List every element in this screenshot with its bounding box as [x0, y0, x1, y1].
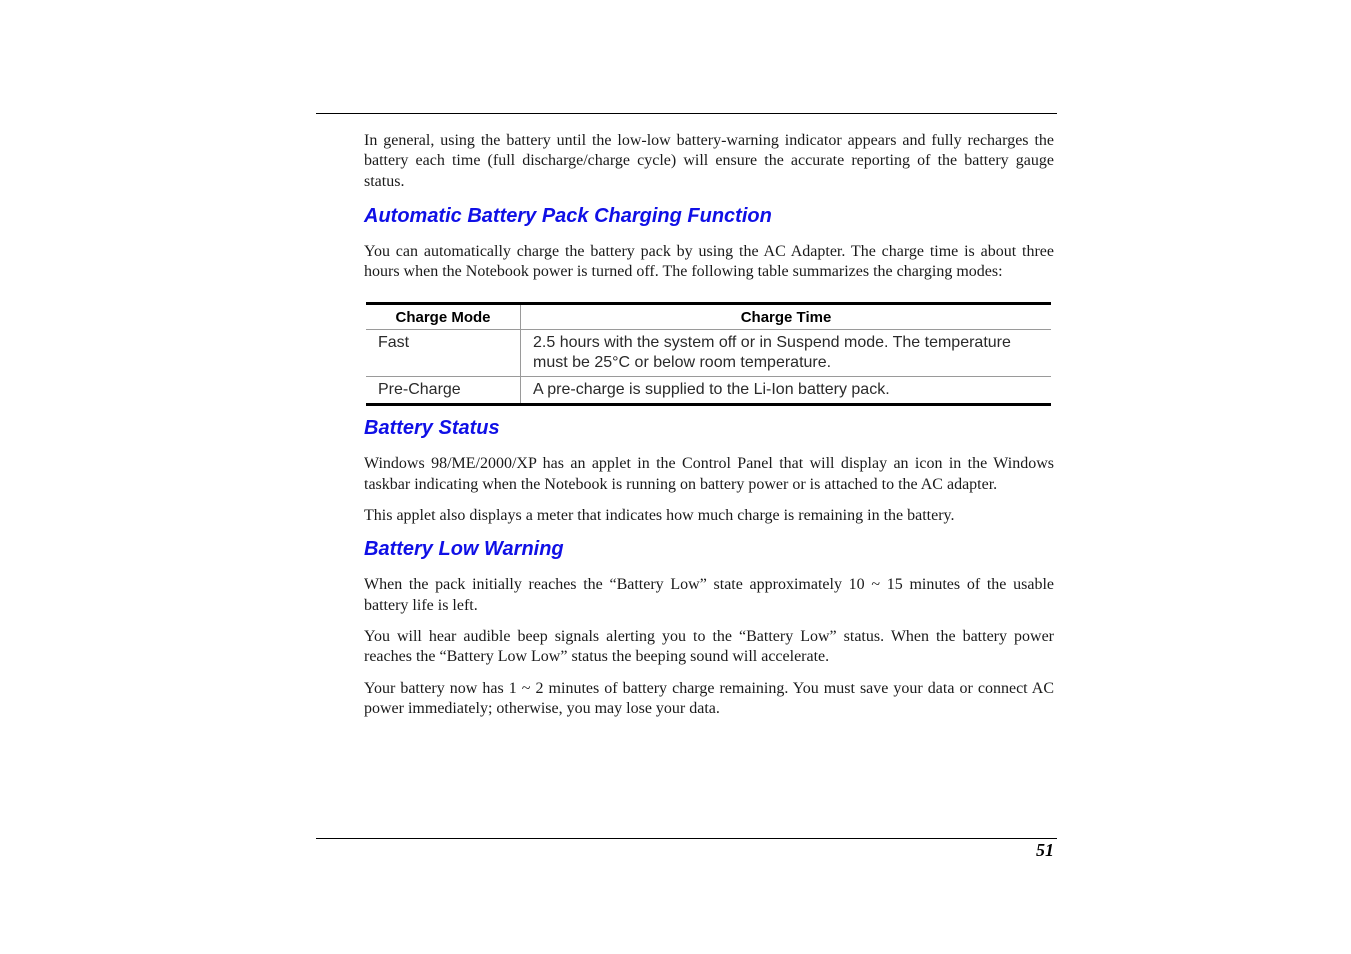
charging-modes-table	[366, 302, 1051, 406]
cell-time: 2.5 hours with the system off or in Suspend mode. The temperature must be 25°C or below room temperature.	[521, 330, 1052, 377]
low-warning-paragraph-1: When the pack initially reaches the “Battery Low” state approximately 10 ~ 15 minutes of the usable battery life is left.	[364, 576, 1054, 614]
intro-paragraph: In general, using the battery until the low-low battery-warning indicator appears and fully recharges the battery each time (full discharge/charge cycle) will ensure the accurate reporting of the battery gauge status.	[364, 132, 1054, 190]
low-warning-paragraph-3: Your battery now has 1 ~ 2 minutes of battery charge remaining. You must save your data or connect AC power immediately; otherwise, you may lose your data.	[364, 679, 1054, 717]
cell-mode: Pre-Charge	[366, 377, 521, 405]
header-charge-mode: Charge Mode	[366, 304, 521, 330]
header-charge-time: Charge Time	[521, 304, 1052, 330]
low-warning-paragraph-2: You will hear audible beep signals alerting you to the “Battery Low” status. When the battery power reaches the “Battery Low Low” status the beeping sound will accelerate.	[364, 627, 1054, 666]
charging-paragraph: You can automatically charge the battery pack by using the AC Adapter. The charge time is about three hours when the Notebook power is turned off. The following table summarizes the charging modes:	[364, 242, 1054, 281]
table-row	[366, 330, 1051, 377]
table-row	[366, 377, 1051, 405]
header-rule	[316, 113, 1057, 114]
cell-time: A pre-charge is supplied to the Li-Ion battery pack.	[533, 381, 890, 399]
page-content	[364, 131, 1054, 719]
heading-battery-low-warning: Battery Low Warning	[364, 538, 564, 561]
status-paragraph-2: This applet also displays a meter that indicates how much charge is remaining in the battery.	[364, 507, 955, 525]
cell-mode: Fast	[366, 330, 521, 377]
page-number: 51	[1036, 840, 1054, 860]
status-paragraph-1: Windows 98/ME/2000/XP has an applet in the Control Panel that will display an icon in the Windows taskbar indicating when the Notebook is running on battery power or is attached to the AC adapter.	[364, 455, 1054, 493]
heading-battery-status: Battery Status	[364, 417, 500, 440]
footer-rule	[316, 838, 1057, 839]
heading-charging-function: Automatic Battery Pack Charging Function	[364, 204, 772, 227]
table-header-row	[366, 304, 1051, 330]
